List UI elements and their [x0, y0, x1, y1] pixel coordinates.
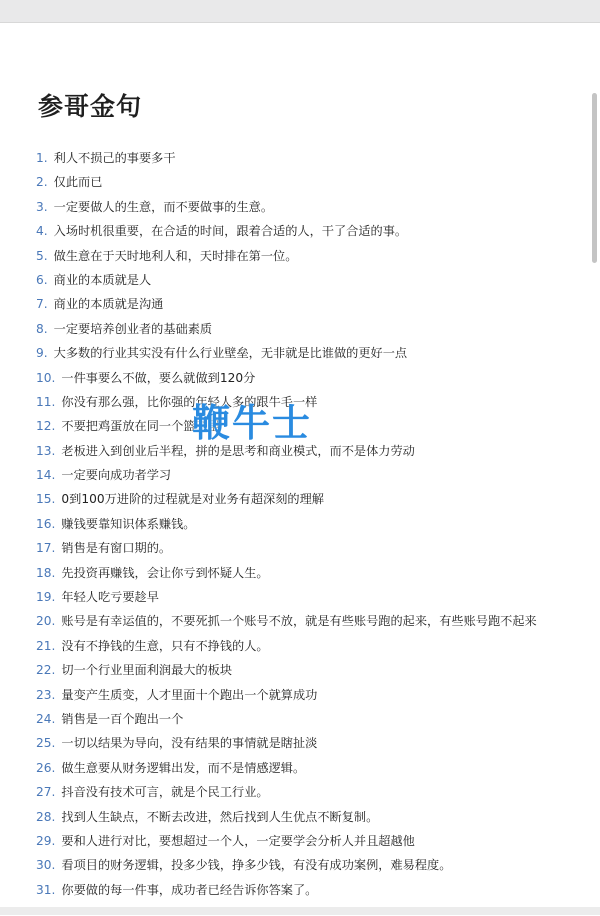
item-text: 你要做的每一件事，成功者已经告诉你答案了。 — [61, 883, 317, 897]
item-number: 25. — [36, 731, 55, 755]
item-text: 销售是一百个跑出一个 — [61, 712, 183, 726]
item-number: 3. — [36, 195, 48, 219]
item-number: 14. — [36, 463, 55, 487]
item-text: 做生意要从财务逻辑出发，而不是情感逻辑。 — [61, 761, 305, 775]
item-text: 0到100万进阶的过程就是对业务有超深刻的理解 — [61, 492, 324, 506]
item-number: 12. — [36, 414, 55, 438]
item-number: 13. — [36, 439, 55, 463]
list-item — [36, 146, 537, 170]
item-number: 29. — [36, 829, 55, 853]
item-text: 商业的本质就是人 — [54, 273, 152, 287]
item-number: 24. — [36, 707, 55, 731]
item-text: 要和人进行对比，要想超过一个人，一定要学会分析人并且超越他 — [61, 834, 414, 848]
item-text: 销售是有窗口期的。 — [61, 541, 171, 555]
item-text: 商业的本质就是沟通 — [54, 297, 164, 311]
item-number: 20. — [36, 609, 55, 633]
item-text: 赚钱要靠知识体系赚钱。 — [61, 517, 195, 531]
item-number: 26. — [36, 756, 55, 780]
item-text: 账号是有幸运值的，不要死抓一个账号不放，就是有些账号跑的起来，有些账号跑不起来 — [61, 614, 536, 628]
item-text: 看项目的财务逻辑，投多少钱，挣多少钱，有没有成功案例，难易程度。 — [61, 858, 451, 872]
document-page — [0, 22, 600, 916]
list-item — [36, 170, 537, 194]
item-number: 11. — [36, 390, 55, 414]
item-text: 找到人生缺点，不断去改进，然后找到人生优点不断复制。 — [61, 810, 378, 824]
item-number: 7. — [36, 292, 48, 316]
list-item — [36, 487, 537, 511]
item-number: 27. — [36, 780, 55, 804]
list-item — [36, 853, 537, 877]
list-item — [36, 658, 537, 682]
list-item — [36, 878, 537, 902]
list-item — [36, 683, 537, 707]
list-item — [36, 805, 537, 829]
list-item — [36, 829, 537, 853]
item-text: 入场时机很重要，在合适的时间，跟着合适的人，干了合适的事。 — [54, 224, 407, 238]
item-number: 17. — [36, 536, 55, 560]
list-item — [36, 609, 537, 633]
item-text: 一切以结果为导向，没有结果的事情就是瞎扯淡 — [61, 736, 317, 750]
list-item — [36, 634, 537, 658]
page-title: 参哥金句 — [38, 87, 142, 123]
item-number: 6. — [36, 268, 48, 292]
item-text: 抖音没有技术可言，就是个民工行业。 — [61, 785, 268, 799]
list-item — [36, 195, 537, 219]
item-text: 量变产生质变，人才里面十个跑出一个就算成功 — [61, 688, 317, 702]
list-item — [36, 317, 537, 341]
item-text: 先投资再赚钱，会让你亏到怀疑人生。 — [61, 566, 268, 580]
watermark: 鞭牛士 — [192, 392, 312, 447]
scrollbar[interactable] — [592, 93, 597, 263]
item-text: 不要把鸡蛋放在同一个篮子里 — [61, 419, 219, 433]
list-item — [36, 463, 537, 487]
item-number: 28. — [36, 805, 55, 829]
list-item — [36, 292, 537, 316]
item-text: 一定要向成功者学习 — [61, 468, 171, 482]
item-number: 15. — [36, 487, 55, 511]
list-item — [36, 366, 537, 390]
list-item — [36, 219, 537, 243]
item-number: 23. — [36, 683, 55, 707]
item-text: 老板进入到创业后半程，拼的是思考和商业模式，而不是体力劳动 — [61, 444, 414, 458]
list-item — [36, 341, 537, 365]
item-number: 10. — [36, 366, 55, 390]
item-text: 切一个行业里面利润最大的板块 — [61, 663, 232, 677]
list-item — [36, 585, 537, 609]
item-number: 4. — [36, 219, 48, 243]
item-text: 一定要培养创业者的基础素质 — [54, 322, 212, 336]
item-number: 22. — [36, 658, 55, 682]
item-text: 利人不损己的事要多干 — [54, 151, 176, 165]
item-text: 仅此而已 — [54, 175, 103, 189]
quote-list — [36, 146, 537, 902]
item-text: 年轻人吃亏要趁早 — [61, 590, 159, 604]
item-number: 16. — [36, 512, 55, 536]
item-text: 一件事要么不做，要么就做到120分 — [61, 371, 255, 385]
item-number: 2. — [36, 170, 48, 194]
list-item — [36, 268, 537, 292]
list-item — [36, 244, 537, 268]
item-text: 你没有那么强，比你强的年轻人多的跟牛毛一样 — [61, 395, 317, 409]
list-item — [36, 512, 537, 536]
item-number: 19. — [36, 585, 55, 609]
list-item — [36, 561, 537, 585]
item-number: 1. — [36, 146, 48, 170]
item-number: 18. — [36, 561, 55, 585]
item-number: 8. — [36, 317, 48, 341]
bottom-bar — [0, 907, 600, 915]
item-number: 5. — [36, 244, 48, 268]
list-item — [36, 536, 537, 560]
item-number: 9. — [36, 341, 48, 365]
item-text: 没有不挣钱的生意，只有不挣钱的人。 — [61, 639, 268, 653]
list-item — [36, 707, 537, 731]
list-item — [36, 780, 537, 804]
item-text: 一定要做人的生意，而不要做事的生意。 — [54, 200, 273, 214]
item-number: 21. — [36, 634, 55, 658]
list-item — [36, 756, 537, 780]
item-number: 30. — [36, 853, 55, 877]
item-number: 31. — [36, 878, 55, 902]
item-text: 做生意在于天时地利人和，天时排在第一位。 — [54, 249, 298, 263]
item-text: 大多数的行业其实没有什么行业壁垒，无非就是比谁做的更好一点 — [54, 346, 407, 360]
list-item — [36, 731, 537, 755]
